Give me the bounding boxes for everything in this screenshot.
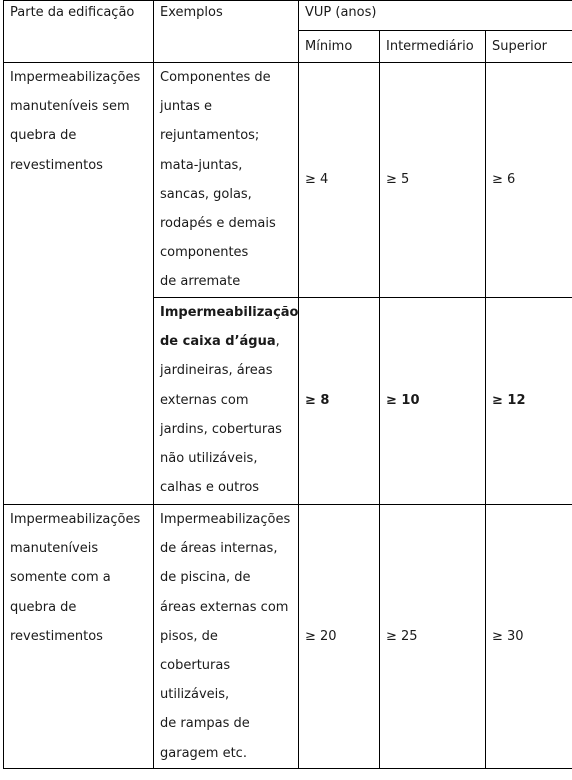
exemplo-line: rejuntamentos; [160, 128, 260, 144]
exemplo-line: não utilizáveis, [160, 451, 258, 467]
parte-line: Impermeabilizações [10, 70, 141, 85]
parte-line: quebra de [10, 599, 77, 615]
exemplo-line: garagem etc. [160, 745, 247, 761]
parte-line: quebra de [10, 128, 77, 144]
header-exemplos: Exemplos [154, 1, 299, 63]
minimo-value: ≥ 4 [299, 63, 380, 298]
intermediario-value: ≥ 10 [380, 298, 486, 505]
exemplos-cell [154, 298, 299, 505]
header-intermediario: Intermediário [380, 31, 486, 63]
exemplo-line: de piscina, de [160, 570, 251, 586]
vup-table-container [3, 0, 572, 769]
header-superior: Superior [486, 31, 572, 63]
parte-line: revestimentos [10, 628, 103, 644]
exemplo-line: juntas e [160, 99, 213, 115]
parte-cell [4, 63, 154, 505]
exemplo-line: externas com [160, 392, 249, 408]
table-row [4, 505, 572, 769]
exemplo-line: de áreas internas, [160, 541, 278, 557]
exemplo-line: utilizáveis, [160, 687, 230, 703]
minimo-value: ≥ 20 [299, 505, 380, 769]
exemplo-line: de arremate [160, 274, 241, 290]
exemplo-line: rodapés e demais [160, 216, 276, 232]
superior-value: ≥ 6 [486, 63, 572, 298]
exemplo-line: Impermeabilizações [160, 512, 291, 527]
exemplo-line: de rampas de [160, 716, 250, 732]
exemplo-line-bold: de caixa d’água [160, 334, 276, 350]
exemplo-line: calhas e outros [160, 480, 260, 496]
vup-table [3, 0, 572, 769]
parte-line: manuteníveis sem [10, 99, 130, 115]
exemplo-line: jardineiras, áreas [160, 363, 273, 379]
exemplo-line: Componentes de [160, 70, 271, 85]
exemplo-line: mata-juntas, [160, 157, 243, 173]
table-row [4, 63, 572, 298]
superior-value: ≥ 30 [486, 505, 572, 769]
parte-line: revestimentos [10, 157, 103, 173]
exemplos-cell [154, 63, 299, 298]
minimo-value: ≥ 8 [299, 298, 380, 505]
exemplo-line: áreas externas com [160, 599, 289, 615]
header-parte-da-edificacao: Parte da edificação [4, 1, 154, 63]
exemplo-line: pisos, de [160, 628, 218, 644]
intermediario-value: ≥ 25 [380, 505, 486, 769]
parte-cell [4, 505, 154, 769]
parte-line: Impermeabilizações [10, 512, 141, 527]
exemplo-line: jardins, coberturas [160, 421, 282, 437]
exemplo-line: coberturas [160, 658, 231, 674]
intermediario-value: ≥ 5 [380, 63, 486, 298]
header-vup: VUP (anos) [299, 1, 572, 31]
exemplo-line: componentes [160, 245, 249, 261]
exemplo-comma: , [275, 334, 280, 350]
superior-value: ≥ 12 [486, 298, 572, 505]
header-minimo: Mínimo [299, 31, 380, 63]
exemplos-cell [154, 505, 299, 769]
exemplo-line-bold: Impermeabilização [160, 305, 299, 320]
parte-line: manuteníveis [10, 541, 99, 557]
parte-line: somente com a [10, 570, 111, 586]
exemplo-line: sancas, golas, [160, 186, 252, 202]
header-row-1 [4, 1, 572, 31]
